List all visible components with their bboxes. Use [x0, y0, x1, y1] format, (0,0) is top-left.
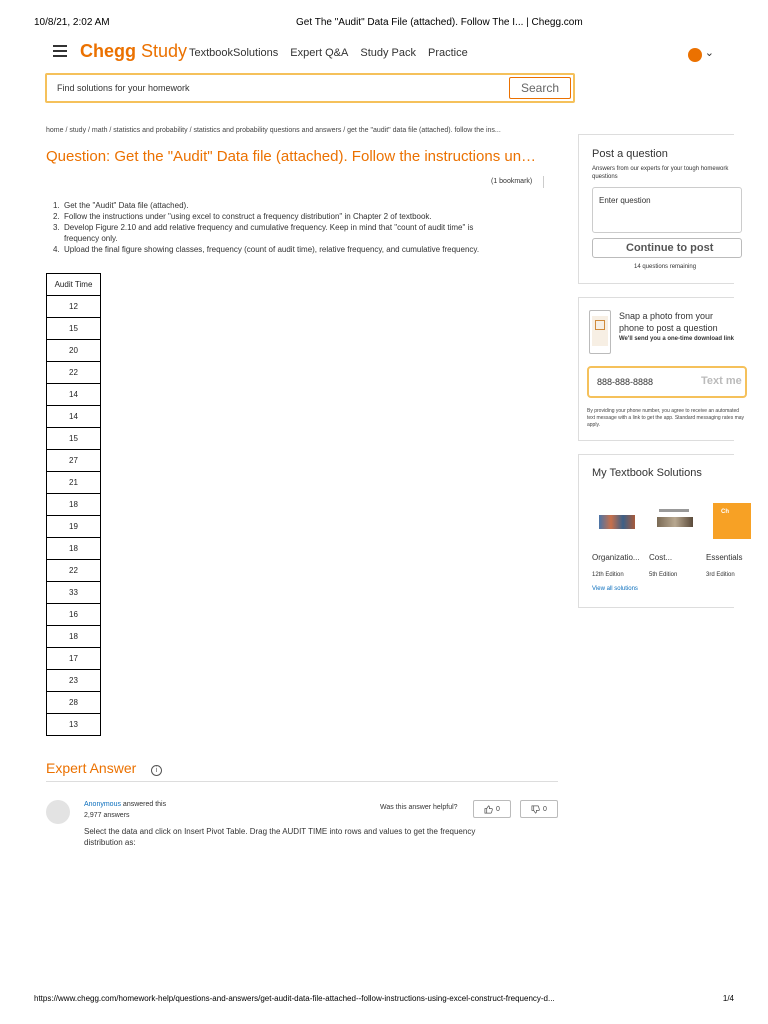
- nav-link-practice[interactable]: Practice: [428, 47, 468, 59]
- answer-meta: [84, 799, 166, 821]
- table-row: [47, 648, 101, 670]
- info-icon[interactable]: i: [151, 765, 162, 776]
- print-footer: [34, 994, 734, 1006]
- answer-author[interactable]: Anonymous: [84, 801, 121, 808]
- print-header: [34, 17, 734, 31]
- print-page-title: Get The "Audit" Data File (attached). Follow The I... | Chegg.com: [296, 17, 583, 28]
- divider: [543, 176, 544, 188]
- textbook-edition: 12th Edition: [592, 572, 624, 578]
- table-row: [47, 538, 101, 560]
- audit-time-cell: 33: [47, 582, 101, 604]
- table-row: [47, 318, 101, 340]
- print-page-number: 1/4: [722, 994, 734, 1003]
- logo-product: Study: [141, 41, 188, 61]
- answerer-avatar: [46, 800, 70, 824]
- thumbs-down-count: 0: [543, 805, 547, 813]
- textbook-name[interactable]: Cost...: [649, 553, 673, 562]
- post-question-title: Post a question: [592, 148, 668, 160]
- table-row: [47, 450, 101, 472]
- app-title: Snap a photo from your phone to post a question: [619, 311, 718, 333]
- audit-time-cell: 18: [47, 538, 101, 560]
- step-number: 2.: [53, 212, 60, 221]
- table-row: [47, 472, 101, 494]
- table-row: [47, 516, 101, 538]
- question-steps: [53, 200, 503, 255]
- phone-number-field[interactable]: [587, 366, 747, 398]
- divider: [46, 781, 558, 782]
- table-row: [47, 604, 101, 626]
- breadcrumb[interactable]: home / study / math / statistics and probability / statistics and probability questions and answers / get the "audit" data file (attached). follow the ins...: [46, 127, 501, 134]
- search-button[interactable]: Search: [509, 77, 571, 99]
- audit-time-cell: 13: [47, 714, 101, 736]
- step-text: Develop Figure 2.10 and add relative frequency and cumulative frequency. Keep in mind that "count of audit time" is frequency only.: [64, 223, 474, 243]
- audit-time-cell: 20: [47, 340, 101, 362]
- logo-brand: Chegg: [80, 41, 136, 61]
- textbook-cover-text: Ch: [721, 509, 729, 515]
- thumbs-up-icon: [484, 805, 493, 814]
- list-item: [53, 211, 503, 222]
- answer-body: Select the data and click on Insert Pivot Table. Drag the AUDIT TIME into rows and values to get the frequency distribution as:: [84, 827, 476, 847]
- list-item: [53, 222, 503, 244]
- print-datetime: 10/8/21, 2:02 AM: [34, 17, 110, 28]
- sms-disclaimer: By providing your phone number, you agree to receive an automated text message with a link to get the app. Standard messaging rates may apply.: [587, 408, 745, 428]
- hamburger-menu-icon[interactable]: [53, 45, 67, 57]
- audit-time-cell: 28: [47, 692, 101, 714]
- textbook-cover[interactable]: [599, 503, 637, 539]
- nav-link-expert-qa[interactable]: Expert Q&A: [290, 47, 349, 59]
- audit-time-cell: 15: [47, 428, 101, 450]
- question-title: Question: Get the "Audit" Data file (attached). Follow the instructions un…: [46, 148, 537, 165]
- app-download-card: [578, 297, 745, 441]
- answered-label: answered this: [122, 801, 167, 808]
- table-row: [47, 560, 101, 582]
- post-question-subtitle: Answers from our experts for your tough homework questions: [592, 166, 729, 180]
- questions-remaining: 14 questions remaining: [634, 264, 697, 270]
- thumbs-down-icon: [531, 805, 540, 814]
- textbook-cover[interactable]: [713, 503, 751, 539]
- table-row: [47, 494, 101, 516]
- step-number: 3.: [53, 223, 60, 232]
- table-row: [47, 692, 101, 714]
- list-item: [53, 200, 503, 211]
- nav-link-textbook-solutions[interactable]: TextbookSolutions: [189, 47, 279, 59]
- audit-time-cell: 18: [47, 494, 101, 516]
- question-input[interactable]: [592, 187, 742, 233]
- table-row: [47, 626, 101, 648]
- thumbs-up-count: 0: [496, 805, 500, 813]
- textbook-edition: 3rd Edition: [706, 572, 735, 578]
- audit-time-cell: 22: [47, 560, 101, 582]
- table-row: [47, 384, 101, 406]
- audit-time-cell: 27: [47, 450, 101, 472]
- table-row: [47, 296, 101, 318]
- phone-number-placeholder: 888-888-8888: [597, 377, 654, 387]
- textbook-name[interactable]: Essentials: [706, 553, 743, 562]
- textbook-solutions-title: My Textbook Solutions: [592, 467, 702, 479]
- post-question-card: [578, 134, 734, 284]
- chegg-study-logo[interactable]: [80, 41, 187, 62]
- step-text: Upload the final figure showing classes, frequency (count of audit time), relative frequency, and cumulative frequency.: [64, 245, 480, 254]
- step-number: 1.: [53, 201, 60, 210]
- audit-time-cell: 22: [47, 362, 101, 384]
- textbook-name[interactable]: Organizatio...: [592, 553, 640, 562]
- textbook-edition: 5th Edition: [649, 572, 678, 578]
- expert-answer-heading: Expert Answer: [46, 760, 137, 776]
- audit-time-cell: 18: [47, 626, 101, 648]
- print-url: https://www.chegg.com/homework-help/questions-and-answers/get-audit-data-file-attached--follow-instructions-using-excel-construct-frequency-d...: [34, 994, 555, 1003]
- view-all-solutions-link[interactable]: View all solutions: [592, 586, 638, 592]
- audit-time-cell: 21: [47, 472, 101, 494]
- top-navbar: [45, 38, 732, 68]
- continue-to-post-button[interactable]: Continue to post: [592, 238, 742, 258]
- audit-time-cell: 14: [47, 406, 101, 428]
- step-text: Get the "Audit" Data file (attached).: [64, 201, 189, 210]
- homework-search-bar: [45, 73, 575, 103]
- table-row: [47, 428, 101, 450]
- audit-time-cell: 19: [47, 516, 101, 538]
- textbook-cover[interactable]: [657, 503, 695, 539]
- thumbs-up-button[interactable]: [473, 800, 511, 818]
- audit-table-body: [47, 296, 101, 736]
- table-header: Audit Time: [47, 274, 101, 296]
- table-row: [47, 670, 101, 692]
- list-item: [53, 244, 503, 255]
- table-row: [47, 362, 101, 384]
- user-avatar[interactable]: [688, 48, 702, 62]
- text-me-button[interactable]: Text me: [701, 375, 742, 387]
- audit-time-cell: 14: [47, 384, 101, 406]
- textbook-solutions-card: [578, 454, 743, 608]
- table-row: [47, 340, 101, 362]
- chevron-down-icon[interactable]: ⌄: [704, 47, 714, 59]
- nav-link-study-pack[interactable]: Study Pack: [360, 47, 416, 59]
- app-subtitle: We'll send you a one-time download link: [619, 336, 734, 342]
- bookmark-count[interactable]: (1 bookmark): [491, 178, 533, 185]
- audit-time-cell: 23: [47, 670, 101, 692]
- answer-count: 2,977 answers: [84, 812, 130, 819]
- table-row: [47, 714, 101, 736]
- step-text: Follow the instructions under "using excel to construct a frequency distribution" in Chapter 2 of textbook.: [64, 212, 432, 221]
- search-input[interactable]: Find solutions for your homework: [57, 83, 190, 93]
- phone-image: [589, 310, 611, 354]
- audit-time-cell: 15: [47, 318, 101, 340]
- nav-links: [189, 47, 480, 59]
- audit-time-cell: 12: [47, 296, 101, 318]
- helpful-prompt: Was this answer helpful?: [380, 804, 458, 811]
- step-number: 4.: [53, 245, 60, 254]
- question-input-placeholder: Enter question: [599, 196, 651, 205]
- thumbs-down-button[interactable]: [520, 800, 558, 818]
- audit-time-cell: 17: [47, 648, 101, 670]
- audit-time-table: [46, 273, 101, 736]
- table-row: [47, 582, 101, 604]
- audit-time-cell: 16: [47, 604, 101, 626]
- table-row: [47, 406, 101, 428]
